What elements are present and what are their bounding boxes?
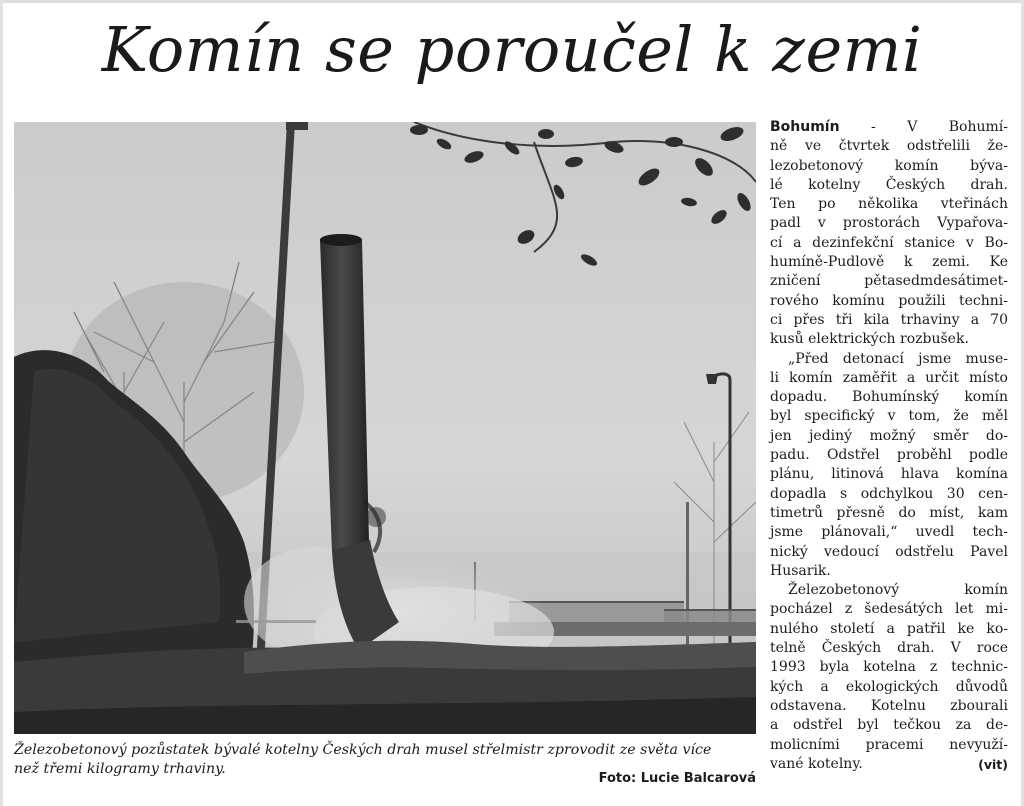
article-line: 1993 byla kotelna z technic-	[770, 659, 1008, 676]
article-line: nický vedoucí odstřelu Pavel	[770, 543, 1008, 560]
article-line: dopadu. Bohumínský komín	[770, 389, 1008, 406]
article-line: rového komínu použili techni-	[770, 292, 1008, 309]
article-line: padu. Odstřel proběhl podle	[770, 447, 1008, 464]
article-line: lé kotelny Českých drah.	[770, 176, 1008, 193]
news-photo-chimney-demolition	[14, 122, 756, 734]
article-line: Husarik.	[770, 562, 831, 579]
article-line: cí a dezinfekční stanice v Bo-	[770, 234, 1008, 251]
article-line: byl specifický v tom, že měl	[770, 408, 1008, 425]
article-line: plánu, litinová hlava komína	[770, 466, 1008, 483]
article-line	[770, 755, 1008, 774]
article-line: jsme plánovali,“ uvedl tech-	[770, 524, 1008, 541]
article-line: pocházel z šedesátých let mi-	[770, 601, 1008, 618]
article-line: a odstřel byl tečkou za de-	[770, 717, 1008, 734]
author-signature: (vit)	[978, 756, 1008, 772]
headline: Komín se poroučel k zemi	[101, 13, 923, 86]
article-line: ci přes tři kila trhaviny a 70	[770, 311, 1008, 328]
article-line: telně Českých drah. V roce	[770, 640, 1008, 657]
article-line-text: - V Bohumí-	[839, 119, 1008, 135]
article-line: padl v prostorách Vypařova-	[770, 215, 1008, 232]
article-line: kusů elektrických rozbušek.	[770, 331, 969, 348]
article-line: „Před detonací jsme muse-	[788, 350, 1008, 367]
caption-line: Železobetonový pozůstatek bývalé kotelny Českých drah musel střelmistr zprovodit ze světa více	[14, 742, 712, 758]
article-line: kých a ekologických důvodů	[770, 678, 1008, 695]
article-line: nulého století a patřil ke ko-	[770, 620, 1008, 637]
article-line: Ten po několika vteřinách	[770, 196, 1008, 213]
article-line-text: vané kotelny.	[770, 755, 863, 772]
photo-credit: Foto: Lucie Balcarová	[598, 771, 756, 786]
dateline: Bohumín	[770, 119, 840, 135]
article-line: li komín zaměřit a určit místo	[770, 369, 1008, 386]
article-line: dopadla s odchylkou 30 cen-	[770, 485, 1008, 502]
article-line: Železobetonový komín	[788, 582, 1008, 599]
page-border-top	[0, 0, 1024, 3]
article-line: ně ve čtvrtek odstřelili že-	[770, 138, 1008, 155]
article-line: zničení pětasedmdesátimet-	[770, 273, 1008, 290]
article-line	[770, 118, 1008, 137]
page-border-left	[0, 0, 3, 806]
article-body	[770, 118, 1008, 774]
caption-line: než třemi kilogramy trhaviny.	[14, 761, 226, 777]
article-line: timetrů přesně do míst, kam	[770, 504, 1008, 521]
article-line: odstavena. Kotelnu zbourali	[770, 697, 1008, 714]
article-line: molicními pracemi nevyuží-	[770, 736, 1008, 753]
article-line: lezobetonový komín býva-	[770, 157, 1008, 174]
article-line: jen jediný možný směr do-	[770, 427, 1008, 444]
article-line: humíně-Pudlově k zemi. Ke	[770, 254, 1008, 271]
